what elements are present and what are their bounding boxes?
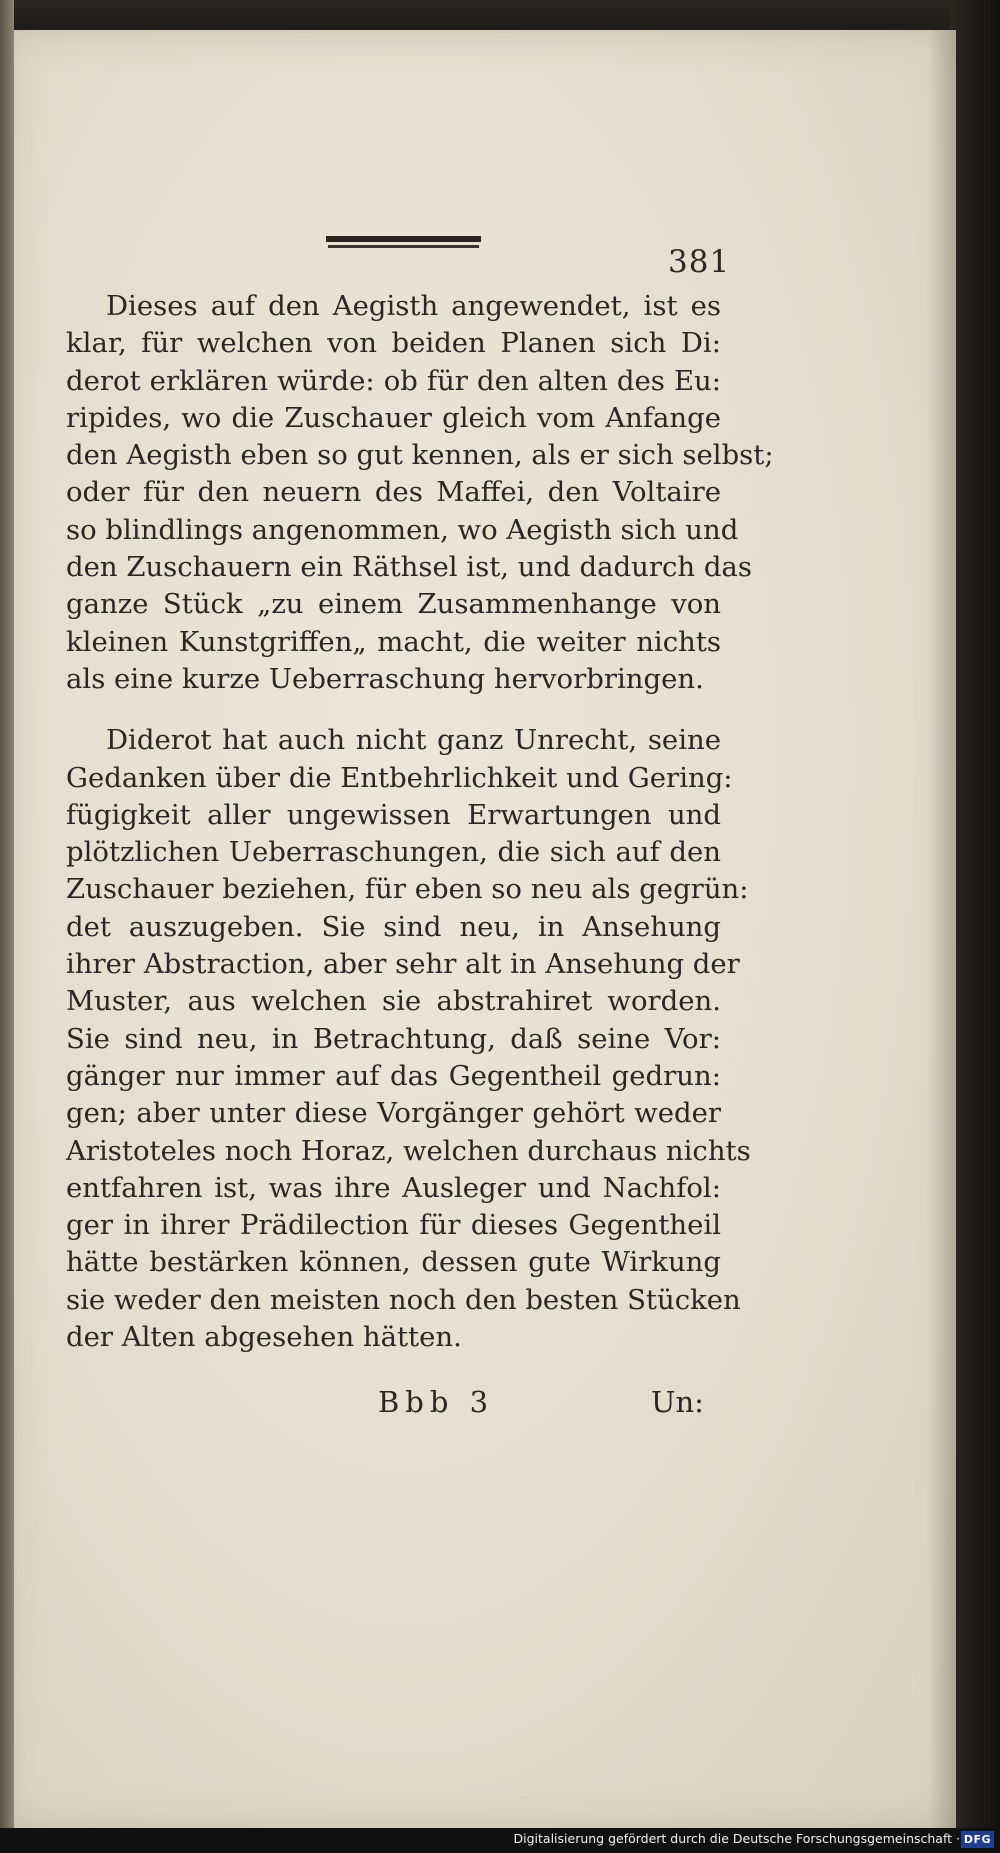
page-edge-shadow — [928, 30, 956, 1828]
text-line: sie weder den meisten noch den besten Stücken — [66, 1283, 741, 1316]
text-line: det auszugeben. Sie sind neu, in Ansehung — [66, 910, 721, 943]
text-line: Dieses auf den Aegisth angewendet, ist es — [106, 290, 721, 322]
body-text — [66, 288, 774, 1356]
catchword: Un: — [651, 1385, 704, 1419]
text-line: Gedanken über die Entbehrlichkeit und Gering: — [66, 761, 733, 794]
digitization-footer — [0, 1828, 1000, 1853]
page-number: 381 — [668, 244, 731, 280]
text-line: plötzlichen Ueberraschungen, die sich auf den — [66, 836, 721, 869]
text-line: hätte bestärken können, dessen gute Wirkung — [66, 1246, 721, 1279]
paragraph-2 — [66, 722, 751, 1356]
signature-mark: Bbb 3 — [378, 1385, 495, 1419]
scan-top-border — [0, 0, 1000, 34]
header-rule — [326, 236, 481, 250]
text-line: gen; aber unter diese Vorgänger gehört weder — [66, 1097, 721, 1130]
text-line: Diderot hat auch nicht ganz Unrecht, seine — [106, 724, 721, 757]
text-line: ger in ihrer Prädilection für dieses Gegentheil — [66, 1209, 721, 1242]
text-line: Aristoteles noch Horaz, welchen durchaus nichts — [66, 1134, 751, 1167]
book-page — [6, 30, 956, 1828]
text-line: der Alten abgesehen hätten. — [66, 1321, 462, 1354]
text-line: entfahren ist, was ihre Ausleger und Nachfol: — [66, 1171, 721, 1204]
text-line: oder für den neuern des Maffei, den Voltaire — [66, 476, 721, 509]
text-line: als eine kurze Ueberraschung hervorbringen. — [66, 662, 704, 695]
text-line: fügigkeit aller ungewissen Erwartungen und — [66, 798, 721, 831]
paragraph-1 — [66, 288, 774, 698]
text-line: so blindlings angenommen, wo Aegisth sich und — [66, 513, 739, 546]
text-line: ihrer Abstraction, aber sehr alt in Ansehung der — [66, 948, 740, 981]
text-line: klar, für welchen von beiden Planen sich Di: — [66, 327, 721, 360]
text-line: ripides, wo die Zuschauer gleich vom Anfange — [66, 401, 721, 434]
text-line: derot erklären würde: ob für den alten des Eu: — [66, 364, 721, 397]
dfg-logo: DFG — [961, 1831, 994, 1848]
funding-credit: Digitalisierung gefördert durch die Deutsche Forschungsgemeinschaft · — [513, 1831, 960, 1846]
text-line: Zuschauer beziehen, für eben so neu als gegrün: — [66, 873, 749, 906]
text-line: kleinen Kunstgriffen„ macht, die weiter nichts — [66, 625, 721, 658]
header-rule-thick — [326, 236, 481, 242]
text-line: den Aegisth eben so gut kennen, als er sich selbst; — [66, 439, 774, 472]
text-line: den Zuschauern ein Räthsel ist, und dadurch das — [66, 551, 752, 584]
book-spine-edge — [950, 0, 1000, 1853]
header-rule-thin — [328, 245, 479, 248]
text-line: ganze Stück „zu einem Zusammenhange von — [66, 588, 721, 621]
text-line: Sie sind neu, in Betrachtung, daß seine Vor: — [66, 1022, 721, 1055]
text-line: Muster, aus welchen sie abstrahiret worden. — [66, 985, 721, 1018]
text-line: gänger nur immer auf das Gegentheil gedrun: — [66, 1059, 721, 1092]
scan-left-border — [0, 0, 14, 1853]
